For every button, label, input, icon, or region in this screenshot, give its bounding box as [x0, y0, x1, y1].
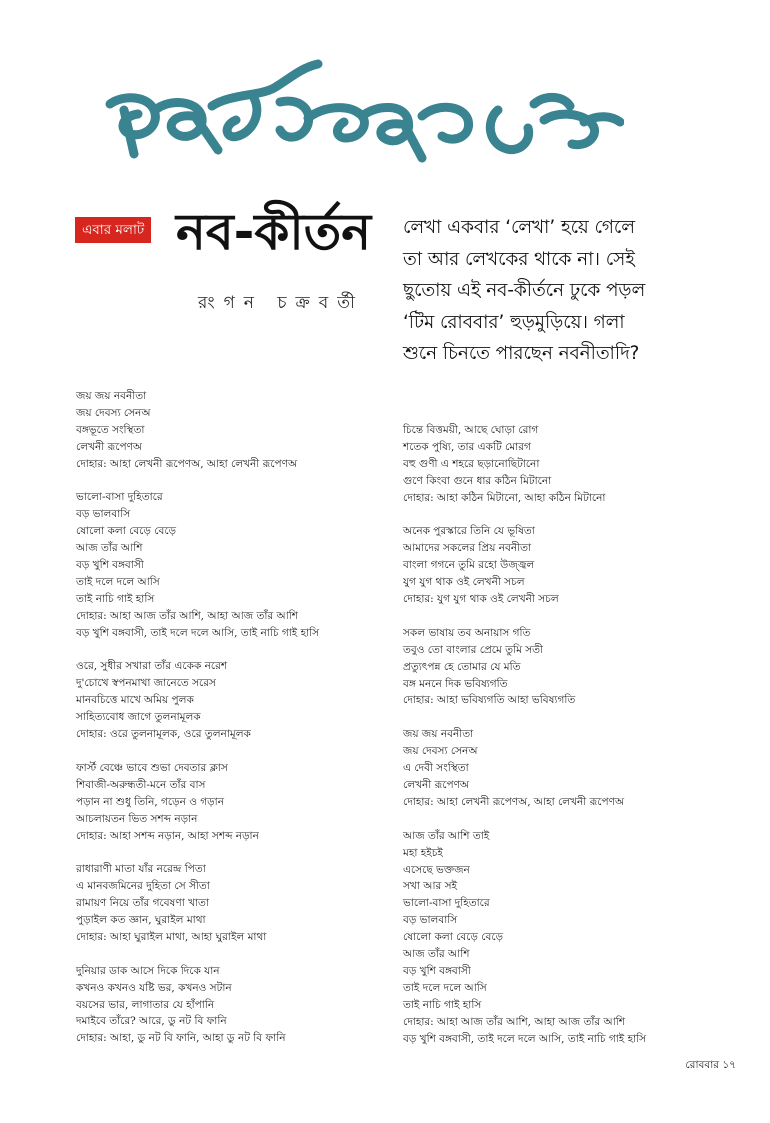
poem-line: দোহার: আহা, ডু নট বি ফানি, আহা ডু নট বি ফানি [76, 1032, 286, 1045]
poem-line: দোহার: ওরে তুলনামূলক, ওরে তুলনামূলক [76, 728, 251, 741]
masthead-signature-logo [104, 58, 624, 174]
poem-stanza [76, 861, 416, 946]
article-intro [403, 212, 765, 370]
poem-line: ফার্স্ট বেঞ্চে ভাবে শুভা দেবতার ক্লাস [76, 761, 228, 774]
intro-line: শুনে চিনতে পারছেন নবনীতাদি? [403, 343, 640, 364]
poem-stanza [403, 523, 743, 608]
poem-line: ওরে, সুধীর সখারা তাঁর একেক নরেশ [76, 660, 228, 673]
poem-stanza [76, 388, 416, 473]
poem-line: প্রত্যুৎপন্ন হে তোমার যে মতি [403, 660, 521, 673]
poem-line: শতেক পুষ্যি, তার একটি মোরগ [403, 440, 531, 453]
poem-line: আচলায়তন ভিত সশব্দ নড়ান [76, 812, 198, 825]
poem-line: বাংলা গগনে তুমি রহো উজ্জ্বল [403, 559, 535, 572]
poem-line: দোহার: আহা সশব্দ নড়ান, আহা সশব্দ নড়ান [76, 829, 259, 842]
poem-line: গুণে কিংবা গুনে ধার কঠিন মিটানো [403, 474, 552, 487]
poem-line: তাই নাচি গাই হাসি [76, 592, 155, 605]
poem-line: সখা আর সই [403, 880, 457, 893]
poem-line: পুড়াইল কত জ্ঞান, ঘুরাইল মাথা [76, 914, 206, 927]
article-author: রংগন চক্রবর্তী [198, 293, 364, 313]
poem-line: বহু গুণী এ শহরে ছড়ানোছিটানো [403, 457, 540, 470]
poem-line: ভালো-বাসা দুহিতারে [403, 897, 490, 910]
poem-line: জয় দেবস্য সেনঅ [76, 406, 151, 419]
poem-line: দোহার: আহা আজ তাঁর আশি, আহা আজ তাঁর আশি [403, 1015, 625, 1028]
poem-line: বড় ভালবাসি [403, 914, 458, 927]
poem-line: দোহার: যুগ যুগ থাক ওই লেখনী সচল [403, 593, 559, 606]
poem-line: দোহার: আহা ঘুরাইল মাথা, আহা ঘুরাইল মাথা [76, 930, 267, 943]
poem-line: যুগ যুগ থাক ওই লেখনী সচল [403, 576, 525, 589]
poem-line: অনেক পুরস্কারে তিনি যে ভূষিতা [403, 525, 535, 538]
poem-line: আজ তাঁর আশি [76, 542, 143, 555]
poem-line: কখনও কখনও যষ্টি ভর, কখনও সটান [76, 981, 232, 994]
poem-line: এ মানবজমিনের দুহিতা সে সীতা [76, 880, 210, 893]
poem-line: সকল ভাষায় তব অনায়াস গতি [403, 626, 531, 639]
poem-line: মহা হইচই [403, 846, 443, 859]
poem-line: দুনিয়ার ডাক আসে দিকে দিকে যান [76, 964, 220, 977]
poem-line: আজ তাঁর আশি তাই [403, 829, 490, 842]
article-title: নব-কীর্তন [176, 203, 372, 261]
poem-line: তাই নাচি গাই হাসি [403, 998, 482, 1011]
poem-line: সাহিত্যবোধ জাগে তুলনামূলক [76, 711, 201, 724]
poem-line: বয়সের ভার, লাগাতার যে হাঁপানি [76, 998, 215, 1011]
intro-line: ছুতোয় এই নব-কীর্তনে ঢুকে পড়ল [403, 280, 646, 301]
poem-line: আজ তাঁর আশি [403, 948, 470, 961]
poem-line: দু'চোখে স্বপনমাখা জানেতে সরেস [76, 677, 216, 690]
poem-stanza [403, 422, 743, 507]
poem-stanza [76, 963, 416, 1048]
poem-stanza [403, 726, 743, 811]
poem-line: দোহার: আহা কঠিন মিটানো, আহা কঠিন মিটানো [403, 491, 606, 504]
poem-line: আমাদের সকলের প্রিয় নবনীতা [403, 542, 532, 555]
poem-column-right [403, 422, 743, 1064]
section-tag: এবার মলাট [75, 217, 151, 243]
poem-line: বঙ্গভূতে সংস্থিতা [76, 423, 145, 436]
poem-line: বড় ভালবাসি [76, 508, 131, 521]
poem-line: ষোলো কলা বেড়ে বেড়ে [403, 931, 504, 944]
poem-line: রাধারাণী মাতা যাঁর নরেন্দ্র পিতা [76, 863, 206, 876]
poem-line: পড়ান না শুধু তিনি, গড়েন ও গড়ান [76, 795, 224, 808]
poem-line: লেখনী রূপেণঅ [403, 778, 470, 791]
poem-line: দোহার: আহা লেখনী রূপেণঅ, আহা লেখনী রূপেণঅ [403, 795, 625, 808]
poem-line: দোহার: আহা আজ তাঁর আশি, আহা আজ তাঁর আশি [76, 609, 298, 622]
poem-stanza [76, 658, 416, 743]
poem-line: এ দেবী সংস্থিতা [403, 762, 469, 775]
poem-line: দমাইবে তাঁরে? আরে, ডু নট বি ফানি [76, 1015, 227, 1028]
poem-line: চিন্তে বিত্তময়ী, আছে ঘোড়া রোগ [403, 424, 539, 436]
poem-stanza [403, 828, 743, 1048]
poem-line: লেখনী রূপেণঅ [76, 440, 143, 453]
poem-line: দোহার: আহা ভবিষ্যগতি আহা ভবিষ্যগতি [403, 694, 576, 707]
poem-line: মানবচিত্তে মাখে অমিয় পুলক [76, 694, 194, 707]
poem-line: তবুও তো বাংলার প্রেমে তুমি সতী [403, 643, 544, 656]
poem-line: তাই দলে দলে আসি [403, 981, 487, 994]
poem-line: বড় খুশি বঙ্গবাসী, তাই দলে দলে আসি, তাই নাচি গাই হাসি [76, 626, 320, 639]
intro-line: লেখা একবার ‘লেখা’ হয়ে গেলে [403, 217, 635, 238]
poem-line: ষোলো কলা বেড়ে বেড়ে [76, 525, 177, 538]
poem-line: জয় জয় নবনীতা [403, 728, 474, 741]
poem-line: ভালো-বাসা দুহিতারে [76, 491, 163, 504]
poem-line: তাই দলে দলে আসি [76, 575, 160, 588]
poem-line: বড় খুশি বঙ্গবাসী [76, 559, 144, 572]
poem-line: বড় খুশি বঙ্গবাসী [403, 964, 471, 977]
page-folio: রোববার ১৭ [685, 1059, 736, 1071]
intro-line: ‘টিম রোববার’ হুড়মুড়িয়ে। গলা [403, 311, 625, 333]
poem-line: এসেছে ভক্তজন [403, 863, 470, 876]
intro-line: তা আর লেখকের থাকে না। সেই [403, 248, 635, 270]
poem-line: দোহার: আহা লেখনী রূপেণঅ, আহা লেখনী রূপেণঅ [76, 457, 298, 470]
poem-column-left [76, 388, 416, 1064]
poem-line: বড় খুশি বঙ্গবাসী, তাই দলে দলে আসি, তাই নাচি গাই হাসি [403, 1032, 647, 1045]
poem-stanza [76, 760, 416, 845]
poem-line: জয় দেবস্য সেনঅ [403, 745, 478, 758]
poem-line: শিবাজী-অরুন্ধতী-মনে তাঁর বাস [76, 778, 206, 791]
poem-line: বঙ্গ মননে দিক ভবিষ্যগতি [403, 677, 508, 690]
poem-line: জয় জয় নবনীতা [76, 390, 147, 402]
poem-line: রামায়ণ নিয়ে তাঁর গবেষণা খাতা [76, 897, 209, 910]
poem-stanza [403, 625, 743, 710]
poem-stanza [76, 489, 416, 641]
